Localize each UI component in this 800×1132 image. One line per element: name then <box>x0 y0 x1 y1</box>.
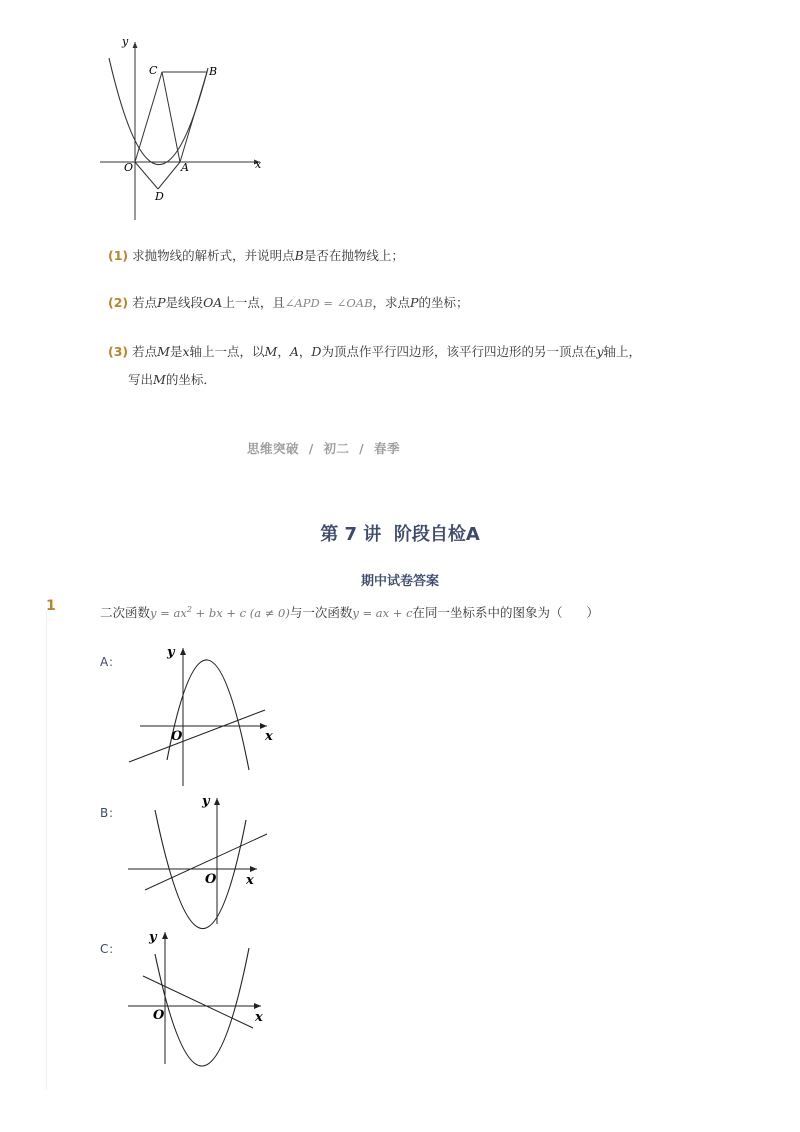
line <box>129 710 265 762</box>
segment-OD <box>135 162 158 189</box>
parabola <box>155 948 249 1066</box>
label-x: x <box>255 158 262 171</box>
section-subtitle: 期中试卷答案 <box>360 574 439 589</box>
label-O: O <box>124 161 134 174</box>
question-3-continued: 写出M的坐标． <box>128 372 216 387</box>
x-axis-arrow <box>250 866 257 872</box>
question-text: 若点 <box>132 295 158 310</box>
question-number: (3) <box>108 344 129 359</box>
option-c-label: C： <box>100 942 121 956</box>
option-b-label: B： <box>100 806 121 820</box>
segment-AB <box>180 72 207 162</box>
option-c-graph[interactable] <box>125 926 285 1071</box>
question-text: 求抛物线的解析式，并说明点 <box>132 248 295 263</box>
question-2: (2) 若点P是线段OA上一点，且∠APD = ∠OAB，求点P的坐标； <box>108 295 469 310</box>
parabola <box>167 660 249 770</box>
problem-statement: 二次函数$y = ax^2$ + bx + c (a ≠ 0)与一次函数y = ax + c在同一坐标系中的图象为（ ） <box>100 604 599 620</box>
label-y: y <box>122 35 129 48</box>
segment-DA <box>158 162 180 189</box>
label-y: y <box>149 930 157 945</box>
label-x: x <box>255 1010 263 1025</box>
question-1: (1) 求抛物线的解析式，并说明点B是否在抛物线上； <box>108 248 404 263</box>
label-C: C <box>149 64 158 77</box>
question-number: (2) <box>108 295 129 310</box>
y-axis-arrow <box>133 42 138 48</box>
option-a-graph[interactable] <box>125 640 285 790</box>
label-y: y <box>202 794 210 809</box>
label-x: x <box>265 729 273 744</box>
page-footer: 思维突破 / 初二 / 春季 <box>247 441 400 456</box>
y-axis-arrow <box>180 648 186 655</box>
option-a-label: A： <box>100 655 121 669</box>
parabola <box>109 58 208 165</box>
y-axis-arrow <box>214 798 220 805</box>
y-axis-arrow <box>162 932 168 939</box>
segment-CA <box>162 72 180 162</box>
x-axis-arrow <box>254 1003 261 1009</box>
left-divider <box>46 610 47 1090</box>
question-3: (3) 若点M是x轴上一点，以M，A，D为顶点作平行四边形，该平行四边形的另一顶点在y轴上， <box>108 344 642 359</box>
label-D: D <box>155 190 164 203</box>
label-origin: O <box>171 729 183 744</box>
label-origin: O <box>153 1008 165 1023</box>
top-figure <box>95 30 275 225</box>
problem-number: 1 <box>46 598 56 614</box>
option-b-graph[interactable] <box>125 792 285 932</box>
label-y: y <box>167 645 175 660</box>
label-origin: O <box>205 872 217 887</box>
segment-OC <box>135 72 162 162</box>
label-x: x <box>246 873 254 888</box>
label-A: A <box>181 161 189 174</box>
label-B: B <box>209 65 218 78</box>
lesson-title: 第 7 讲 阶段自检A <box>320 524 480 545</box>
question-number: (1) <box>108 248 129 263</box>
